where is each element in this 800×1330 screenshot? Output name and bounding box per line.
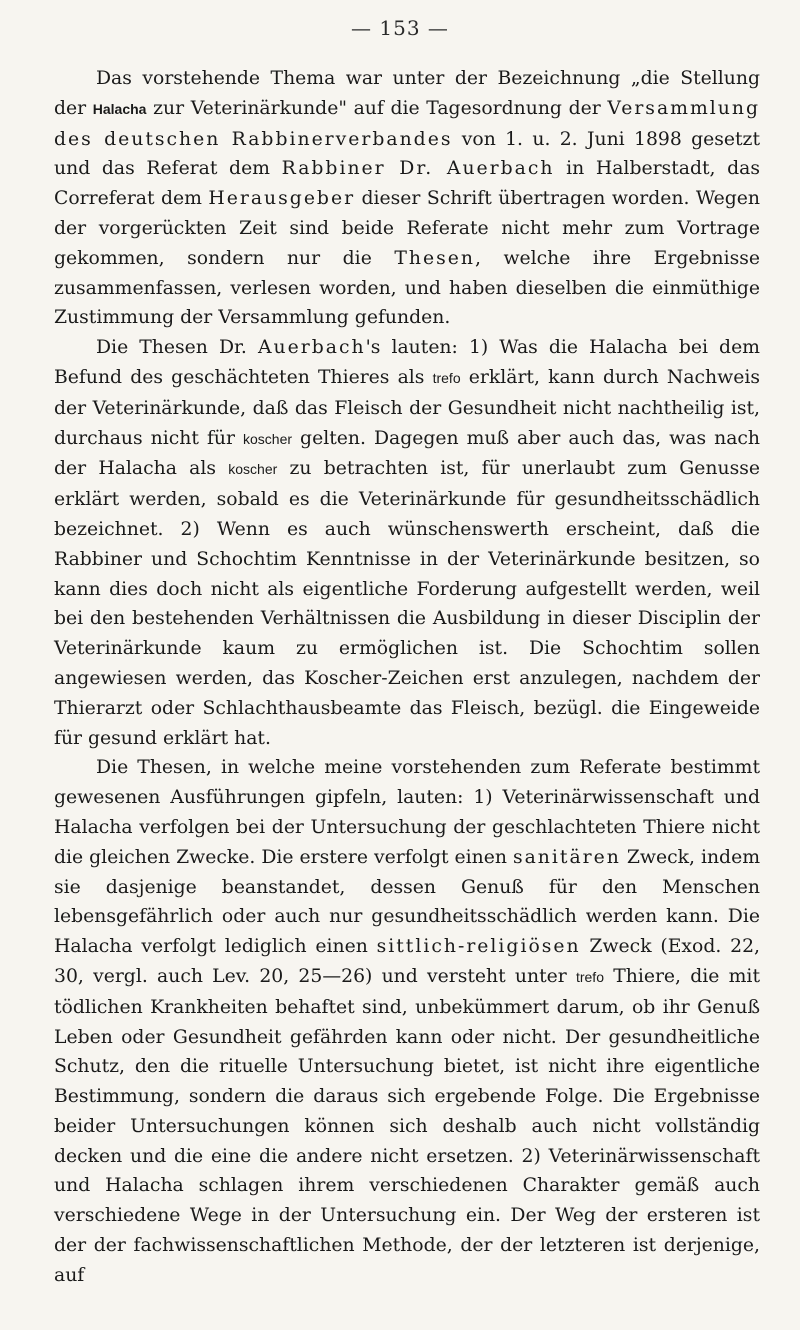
- body-text: [54, 64, 760, 1291]
- text-run: Das vorstehende Thema war unter der Bezeichnung „die Stellung der: [54, 68, 760, 119]
- text-run: koscher: [228, 461, 278, 478]
- text-run: erklärt, kann durch Nachweis der Veterinärkunde, daß das Fleisch der Gesundheit nicht nachtheilig ist, durchaus nicht für: [54, 366, 760, 449]
- text-run: Thesen: [394, 247, 475, 269]
- text-run: Auerbach: [257, 337, 366, 359]
- text-run: Herausgeber: [208, 188, 356, 210]
- paragraph: [54, 64, 760, 333]
- text-run: sittlich-religiösen: [376, 936, 581, 958]
- text-run: koscher: [243, 430, 293, 447]
- text-run: zur Veterinärkunde" auf die Tagesordnung der: [146, 97, 608, 119]
- text-run: in Halberstadt, das Correferat dem: [54, 158, 760, 210]
- text-run: , welche ihre Ergebnisse zusammenfassen, verlesen worden, und haben dieselben die einmüthige Zustimmung der Versammlung gefunden.: [54, 247, 761, 329]
- text-run: zu betrachten ist, für unerlaubt zum Genusse erklärt werden, sobald es die Veterinärkunde für gesundheitsschädlich bezeichnet. 2) Wenn es auch wünschenswerth erscheint, daß die Rabbiner und Schochtim Kenntnisse in der Veterinärkunde besitzen, so kann dies doch nicht als eigentliche Forderung aufgestellt werden, weil bei den bestehenden Verhältnissen die Ausbildung in dieser Disciplin der Veterinärkunde kaum zu ermöglichen ist. Die Schochtim sollen angewiesen werden, das Koscher-Zeichen erst anzulegen, nachdem der Thierarzt oder Schlachthausbeamte das Fleisch, bezügl. die Eingeweide für gesund erklärt hat.: [54, 458, 761, 749]
- text-run: Rabbiner Dr. Auerbach: [281, 158, 555, 180]
- text-run: Halacha: [92, 100, 147, 117]
- text-run: dieser Schrift übertragen worden. Wegen der vorgerückten Zeit sind beide Referate nicht mehr zum Vortrage gekommen, sondern nur die: [54, 188, 760, 269]
- text-run: von 1. u. 2. Juni 1898 gesetzt und das Referat dem: [54, 128, 760, 180]
- text-run: Versammlung des deutschen Rabbinerverbandes: [54, 97, 760, 150]
- text-run: Die Thesen, in welche meine vorstehenden zum Referate bestimmt gewesenen Ausführungen gipfeln, lauten: 1) Veterinärwissenschaft und Halacha verfolgen bei der Untersuchung der geschlachteten Thiere nicht die gleichen Zwecke. Die erstere verfolgt einen: [54, 757, 760, 868]
- text-run: 's lauten: 1) Was die Halacha bei dem Befund des geschächteten Thieres als: [54, 337, 760, 388]
- text-run: trefo: [575, 968, 604, 985]
- text-run: Zweck, indem sie dasjenige beanstandet, dessen Genuß für den Menschen lebensgefährlich oder auch nur gesundheitsschädlich werden kann. Die Halacha verfolgt lediglich einen: [54, 846, 760, 958]
- text-run: trefo: [432, 369, 461, 386]
- paragraph: [54, 333, 760, 753]
- text-run: gelten. Dagegen muß aber auch das, was nach der Halacha als: [54, 427, 761, 480]
- page-number: — 153 —: [351, 16, 449, 40]
- text-run: Zweck (Exod. 22, 30, vergl. auch Lev. 20, 25—26) und versteht unter: [54, 936, 760, 987]
- text-run: Thiere, die mit tödlichen Krankheiten behaftet sind, unbekümmert darum, ob ihr Genuß Leben oder Gesundheit gefährden kann oder nicht. Der gesundheitliche Schutz, den die rituelle Untersuchung bietet, ist nicht ihre eigentliche Bestimmung, sondern die daraus sich ergebende Folge. Die Ergebnisse beider Untersuchungen können sich deshalb auch nicht vollständig decken und die eine die andere nicht ersetzen. 2) Veterinärwissenschaft und Halacha schlagen ihrem verschiedenen Charakter gemäß auch verschiedene Wege in der Untersuchung ein. Der Weg der ersteren ist der der fachwissenschaftlichen Methode, der der letzteren ist derjenige, auf: [54, 965, 760, 1286]
- text-run: Die Thesen Dr.: [96, 337, 258, 359]
- text-run: sanitären: [512, 846, 621, 868]
- paragraph: [54, 753, 760, 1290]
